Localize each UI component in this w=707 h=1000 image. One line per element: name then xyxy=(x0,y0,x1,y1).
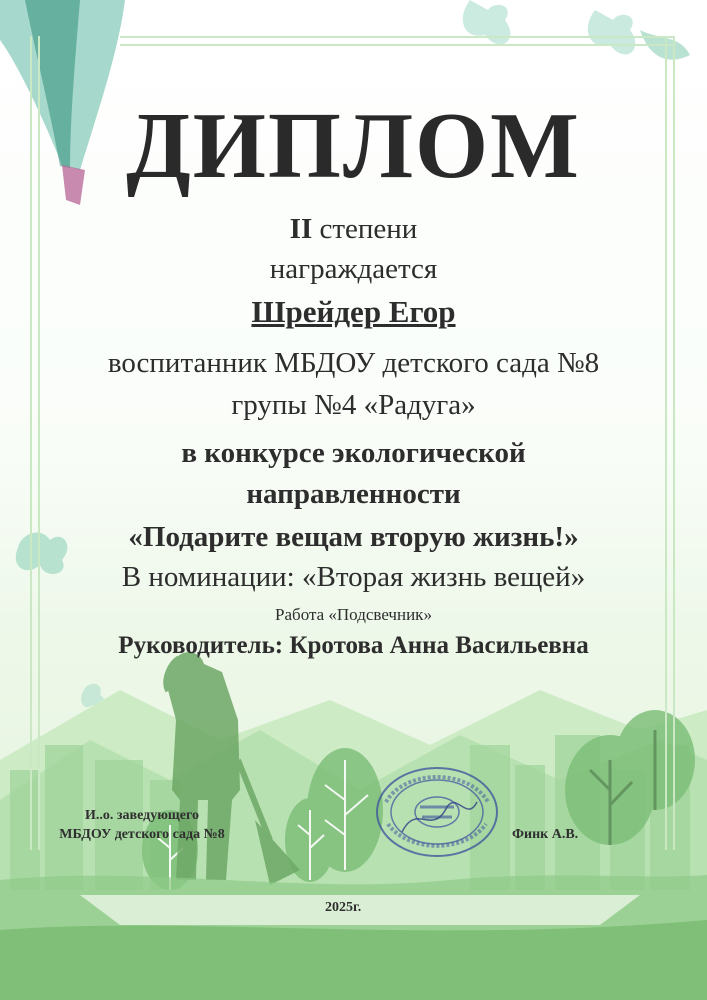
degree-word: степени xyxy=(319,213,418,245)
group-line: групы №4 «Радуга» xyxy=(231,389,476,421)
work-title: Работа «Подсвечник» xyxy=(275,605,432,624)
diploma-title: ДИПЛОМ xyxy=(126,94,581,198)
degree-roman: II xyxy=(289,213,313,245)
leader-line: Руководитель: Кротова Анна Васильевна xyxy=(118,632,589,659)
frame-border-line xyxy=(120,44,675,46)
signatory-position-line-1: И..о. заведующего xyxy=(85,808,199,823)
contest-name: «Подарите вещам вторую жизнь!» xyxy=(128,521,579,553)
signatory-position xyxy=(22,806,262,844)
recipient-name: Шрейдер Егор xyxy=(251,294,456,329)
pupil-line: воспитанник МБДОУ детского сада №8 xyxy=(107,347,600,379)
contest-line-1: в конкурсе экологической xyxy=(181,437,526,469)
degree-line xyxy=(0,213,707,246)
signatory-name: Финк А.В. xyxy=(512,827,579,842)
issue-year: 2025г. xyxy=(325,900,362,915)
official-seal-stamp xyxy=(372,762,502,862)
nomination-line: В номинации: «Вторая жизнь вещей» xyxy=(121,561,586,593)
frame-border-line xyxy=(120,36,675,38)
signatory-position-line-2: МБДОУ детского сада №8 xyxy=(59,827,225,842)
butterfly-icon xyxy=(463,0,690,60)
awarded-line: награждается xyxy=(269,253,438,285)
contest-line-2: направленности xyxy=(246,478,461,510)
